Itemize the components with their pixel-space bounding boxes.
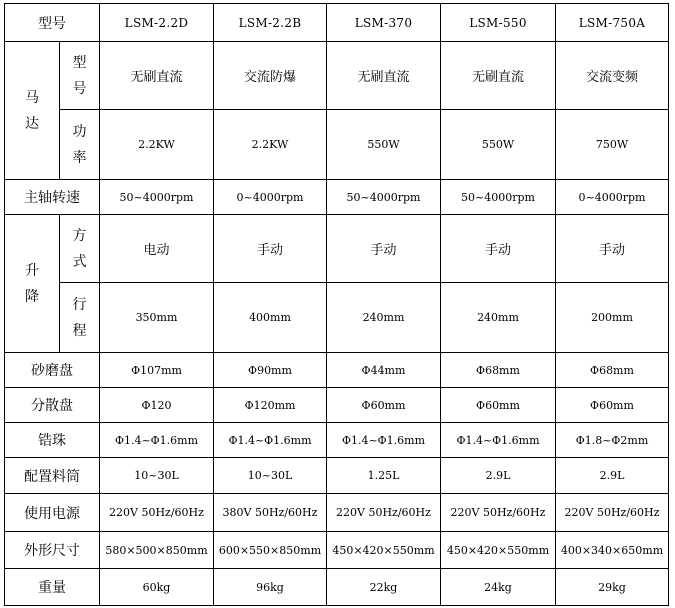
spec-table — [4, 3, 669, 606]
zirconia-beads-5: Φ1.8~Φ2mm — [556, 423, 669, 458]
motor-type-5: 交流变频 — [556, 42, 669, 110]
tank-4: 2.9L — [441, 458, 556, 494]
motor-type-4: 无刷直流 — [441, 42, 556, 110]
grinding-disc-row — [5, 353, 669, 388]
model-2: LSM-2.2B — [214, 4, 327, 42]
lift-stroke-label: 行 程 — [60, 283, 100, 353]
motor-power-label: 功 率 — [60, 110, 100, 180]
dispersion-disc-3: Φ60mm — [327, 388, 441, 423]
grinding-disc-5: Φ68mm — [556, 353, 669, 388]
motor-power-1: 2.2KW — [100, 110, 214, 180]
motor-power-2: 2.2KW — [214, 110, 327, 180]
lift-method-1: 电动 — [100, 215, 214, 283]
spindle-row — [5, 180, 669, 215]
header-label: 型号 — [5, 4, 100, 42]
weight-4: 24kg — [441, 569, 556, 606]
lift-stroke-1: 350mm — [100, 283, 214, 353]
model-5: LSM-750A — [556, 4, 669, 42]
dispersion-disc-1: Φ120 — [100, 388, 214, 423]
spindle-4: 50~4000rpm — [441, 180, 556, 215]
power-supply-row — [5, 494, 669, 532]
power-supply-4: 220V 50Hz/60Hz — [441, 494, 556, 532]
zirconia-beads-4: Φ1.4~Φ1.6mm — [441, 423, 556, 458]
model-1: LSM-2.2D — [100, 4, 214, 42]
zirconia-beads-2: Φ1.4~Φ1.6mm — [214, 423, 327, 458]
model-3: LSM-370 — [327, 4, 441, 42]
lift-method-4: 手动 — [441, 215, 556, 283]
motor-type-row — [5, 42, 669, 110]
zirconia-beads-1: Φ1.4~Φ1.6mm — [100, 423, 214, 458]
grinding-disc-4: Φ68mm — [441, 353, 556, 388]
tank-row — [5, 458, 669, 494]
dimensions-label: 外形尺寸 — [5, 532, 100, 569]
lift-stroke-5: 200mm — [556, 283, 669, 353]
motor-power-5: 750W — [556, 110, 669, 180]
dispersion-disc-row — [5, 388, 669, 423]
grinding-disc-label: 砂磨盘 — [5, 353, 100, 388]
dispersion-disc-2: Φ120mm — [214, 388, 327, 423]
spindle-1: 50~4000rpm — [100, 180, 214, 215]
dimensions-row — [5, 532, 669, 569]
lift-group-label: 升 降 — [5, 215, 60, 353]
lift-stroke-2: 400mm — [214, 283, 327, 353]
model-4: LSM-550 — [441, 4, 556, 42]
motor-group-label: 马 达 — [5, 42, 60, 180]
grinding-disc-1: Φ107mm — [100, 353, 214, 388]
motor-power-row — [5, 110, 669, 180]
zirconia-beads-label: 锆珠 — [5, 423, 100, 458]
motor-power-4: 550W — [441, 110, 556, 180]
dimensions-4: 450×420×550mm — [441, 532, 556, 569]
weight-row — [5, 569, 669, 606]
motor-type-1: 无刷直流 — [100, 42, 214, 110]
tank-3: 1.25L — [327, 458, 441, 494]
spindle-2: 0~4000rpm — [214, 180, 327, 215]
lift-method-5: 手动 — [556, 215, 669, 283]
power-supply-5: 220V 50Hz/60Hz — [556, 494, 669, 532]
dispersion-disc-5: Φ60mm — [556, 388, 669, 423]
weight-2: 96kg — [214, 569, 327, 606]
grinding-disc-2: Φ90mm — [214, 353, 327, 388]
tank-label: 配置料筒 — [5, 458, 100, 494]
dimensions-2: 600×550×850mm — [214, 532, 327, 569]
dispersion-disc-label: 分散盘 — [5, 388, 100, 423]
spindle-label: 主轴转速 — [5, 180, 100, 215]
tank-2: 10~30L — [214, 458, 327, 494]
lift-method-row — [5, 215, 669, 283]
header-row — [5, 4, 669, 42]
grinding-disc-3: Φ44mm — [327, 353, 441, 388]
power-supply-1: 220V 50Hz/60Hz — [100, 494, 214, 532]
zirconia-beads-3: Φ1.4~Φ1.6mm — [327, 423, 441, 458]
zirconia-beads-row — [5, 423, 669, 458]
lift-method-label: 方 式 — [60, 215, 100, 283]
power-supply-3: 220V 50Hz/60Hz — [327, 494, 441, 532]
lift-method-3: 手动 — [327, 215, 441, 283]
motor-type-3: 无刷直流 — [327, 42, 441, 110]
weight-3: 22kg — [327, 569, 441, 606]
lift-stroke-row — [5, 283, 669, 353]
tank-1: 10~30L — [100, 458, 214, 494]
weight-1: 60kg — [100, 569, 214, 606]
lift-method-2: 手动 — [214, 215, 327, 283]
motor-type-2: 交流防爆 — [214, 42, 327, 110]
motor-power-3: 550W — [327, 110, 441, 180]
dimensions-1: 580×500×850mm — [100, 532, 214, 569]
dimensions-5: 400×340×650mm — [556, 532, 669, 569]
tank-5: 2.9L — [556, 458, 669, 494]
weight-label: 重量 — [5, 569, 100, 606]
power-supply-2: 380V 50Hz/60Hz — [214, 494, 327, 532]
lift-stroke-3: 240mm — [327, 283, 441, 353]
motor-type-label: 型 号 — [60, 42, 100, 110]
spindle-3: 50~4000rpm — [327, 180, 441, 215]
dispersion-disc-4: Φ60mm — [441, 388, 556, 423]
spindle-5: 0~4000rpm — [556, 180, 669, 215]
lift-stroke-4: 240mm — [441, 283, 556, 353]
weight-5: 29kg — [556, 569, 669, 606]
dimensions-3: 450×420×550mm — [327, 532, 441, 569]
power-supply-label: 使用电源 — [5, 494, 100, 532]
